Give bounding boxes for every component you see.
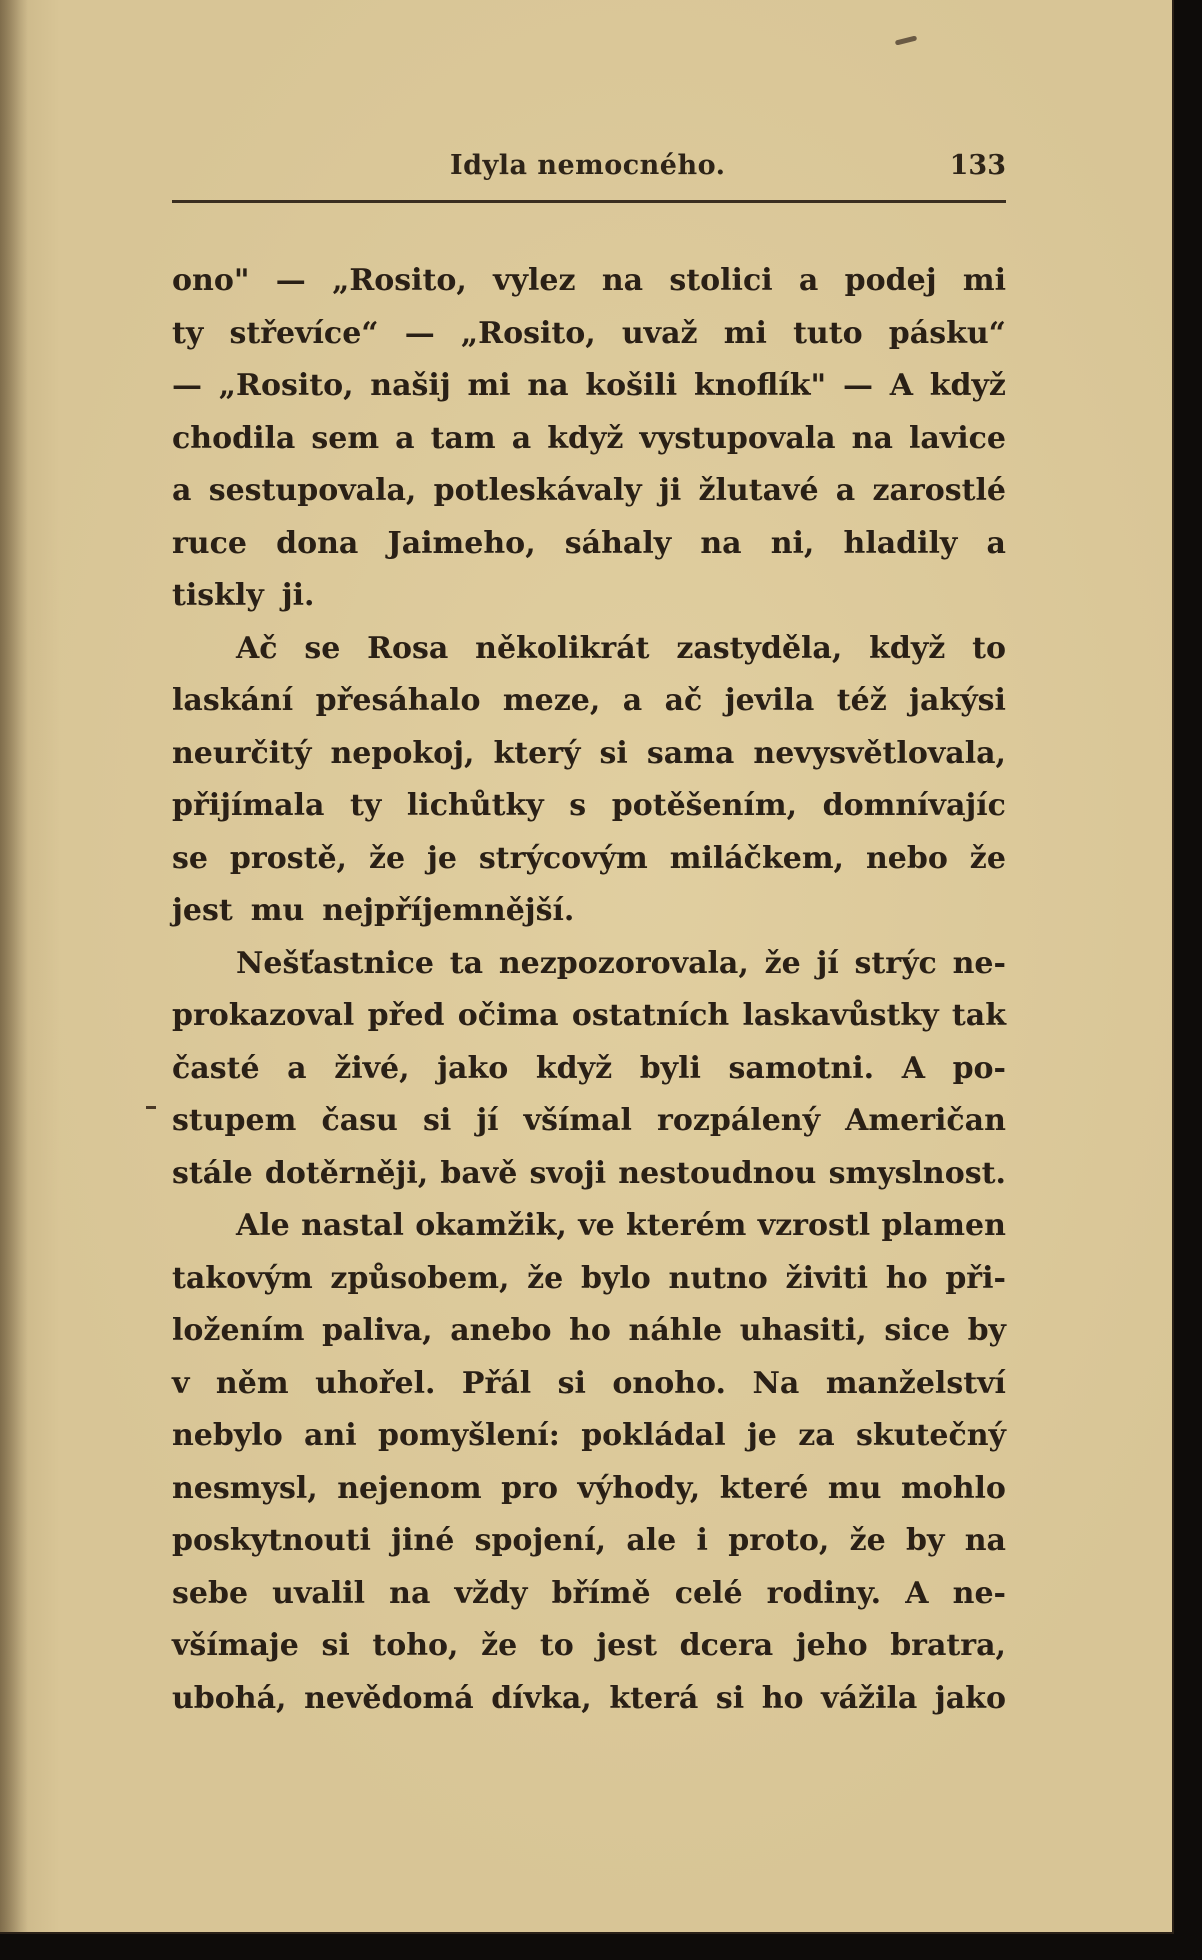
word: nutno xyxy=(668,1260,768,1296)
word: několikrát xyxy=(475,630,650,666)
word: jako xyxy=(934,1680,1006,1716)
word: spojení, xyxy=(474,1523,607,1558)
word: všímal xyxy=(523,1103,632,1138)
body-text xyxy=(172,255,1006,1725)
word: Ale xyxy=(236,1208,290,1243)
word: nebo xyxy=(865,840,948,876)
text-line xyxy=(172,1305,1006,1358)
word: potěšením, xyxy=(611,788,798,823)
text-line xyxy=(172,308,1006,361)
word: to xyxy=(972,630,1006,666)
word: je xyxy=(427,840,457,876)
word: nastal xyxy=(301,1208,404,1243)
word: že xyxy=(481,1628,518,1663)
word: bylo xyxy=(580,1260,651,1296)
word: ač xyxy=(664,683,703,718)
word: mi xyxy=(723,315,767,351)
word: podej xyxy=(844,263,937,298)
word: rodiny. xyxy=(766,1575,882,1611)
word: dívka, xyxy=(491,1680,592,1716)
word: — xyxy=(172,368,202,403)
word: nestoudnou xyxy=(618,1155,817,1191)
page-number: 133 xyxy=(949,150,1006,181)
word: mi xyxy=(467,368,511,403)
word: Nešťastnice xyxy=(236,945,435,981)
word: tak xyxy=(951,998,1006,1033)
word: uvalil xyxy=(272,1575,366,1611)
word: ale xyxy=(626,1523,677,1558)
word: nejenom xyxy=(337,1470,482,1506)
header-rule xyxy=(172,200,1006,203)
word: jeho xyxy=(795,1628,868,1663)
word: — xyxy=(275,263,306,298)
word: Američan xyxy=(845,1103,1006,1138)
word: A xyxy=(901,1050,925,1086)
word: „Rosito, xyxy=(460,315,596,351)
word: nevysvětlovala, xyxy=(753,735,1006,771)
word: když xyxy=(547,420,624,456)
word: Rosa xyxy=(367,630,449,666)
word: Přál xyxy=(461,1365,532,1401)
word: i xyxy=(696,1523,708,1558)
text-line xyxy=(172,1200,1006,1253)
word: plamen xyxy=(881,1208,1006,1243)
word: takovým xyxy=(172,1260,313,1296)
word: živé, xyxy=(334,1050,410,1086)
word: všímaje xyxy=(172,1628,299,1663)
word: si xyxy=(715,1680,745,1716)
word: břímě xyxy=(551,1575,651,1611)
word: našij xyxy=(370,368,451,403)
word: manželství xyxy=(825,1365,1006,1401)
text-line xyxy=(172,833,1006,886)
word: jiné xyxy=(391,1523,455,1558)
word: v xyxy=(172,1365,190,1401)
word: tuto xyxy=(793,315,863,351)
word: ji. xyxy=(281,578,315,613)
word: uhasiti, xyxy=(739,1313,867,1348)
word: nevědomá xyxy=(304,1680,474,1716)
word: sebe xyxy=(172,1575,249,1611)
word: ubohá, xyxy=(172,1680,287,1716)
text-line xyxy=(172,885,1006,938)
word: stále xyxy=(172,1155,253,1191)
word: paliva, xyxy=(322,1313,433,1348)
word: svoji xyxy=(529,1155,607,1191)
word: ložením xyxy=(172,1313,305,1348)
word: anebo xyxy=(450,1313,552,1348)
word: ono" xyxy=(172,263,250,298)
word: dona xyxy=(276,525,359,561)
text-line xyxy=(172,780,1006,833)
word: nezpozorovala, xyxy=(498,945,749,981)
word: tiskly xyxy=(172,578,264,613)
word: na xyxy=(700,525,742,561)
text-line xyxy=(172,465,1006,518)
word: která xyxy=(609,1680,699,1716)
word: před xyxy=(367,998,445,1033)
word: vždy xyxy=(454,1575,528,1611)
word: to xyxy=(539,1628,574,1663)
word: skutečný xyxy=(856,1418,1006,1453)
word: na xyxy=(527,368,569,403)
word: časté xyxy=(172,1050,260,1086)
word: mi xyxy=(962,263,1006,298)
text-line xyxy=(172,255,1006,308)
word: žlutavé xyxy=(698,473,819,508)
text-line xyxy=(172,1673,1006,1726)
word: jevila xyxy=(724,683,815,718)
word: prostě, xyxy=(229,840,347,876)
word: by xyxy=(906,1523,945,1558)
word: nejpříjemnější. xyxy=(322,893,575,928)
word: samotni. xyxy=(728,1050,875,1086)
text-line xyxy=(172,1253,1006,1306)
word: živiti xyxy=(785,1260,869,1296)
word: a xyxy=(986,525,1006,561)
word: košili xyxy=(585,368,678,403)
word: ne- xyxy=(952,945,1006,981)
word: Na xyxy=(752,1365,800,1401)
word: si xyxy=(557,1365,586,1401)
text-line xyxy=(172,570,1006,623)
text-line xyxy=(172,518,1006,571)
word: uhořel. xyxy=(315,1365,436,1401)
word: ani xyxy=(304,1418,357,1453)
word: — xyxy=(842,368,873,403)
word: onoho. xyxy=(612,1365,726,1401)
word: vylez xyxy=(493,263,576,298)
word: ty xyxy=(172,315,204,351)
word: poskytnouti xyxy=(172,1523,371,1558)
word: si xyxy=(321,1628,350,1663)
word: stolici xyxy=(669,263,773,298)
text-line xyxy=(172,360,1006,413)
word: a xyxy=(287,1050,307,1086)
word: ta xyxy=(449,945,484,981)
word: mohlo xyxy=(900,1470,1006,1506)
word: a xyxy=(172,473,192,508)
word: bratra, xyxy=(890,1628,1006,1663)
word: prokazoval xyxy=(172,998,355,1033)
word: času xyxy=(321,1103,398,1138)
word: nepokoj, xyxy=(330,735,475,771)
word: pomyšlení: xyxy=(378,1418,560,1453)
word: jakýsi xyxy=(909,683,1006,718)
text-line xyxy=(172,1568,1006,1621)
word: jí xyxy=(476,1103,499,1138)
word: sem xyxy=(311,420,380,456)
word: způsobem, xyxy=(330,1260,510,1296)
word: kterém xyxy=(626,1208,747,1243)
word: neurčitý xyxy=(172,735,312,771)
word: nesmysl, xyxy=(172,1470,318,1506)
word: mu xyxy=(250,893,305,928)
word: pro xyxy=(501,1470,558,1506)
text-line xyxy=(172,623,1006,676)
word: když xyxy=(535,1050,613,1086)
text-line xyxy=(172,938,1006,991)
word: ostatních xyxy=(571,998,730,1033)
text-line xyxy=(172,1358,1006,1411)
word: smyslnost. xyxy=(828,1155,1006,1191)
word: rozpálený xyxy=(657,1103,821,1138)
word: sice xyxy=(884,1313,950,1348)
word: ji xyxy=(658,473,682,508)
word: když xyxy=(869,630,946,666)
text-line xyxy=(172,675,1006,728)
word: lichůtky xyxy=(406,788,544,823)
word: uvaž xyxy=(621,315,698,351)
word: sama xyxy=(646,735,735,771)
word: zarostlé xyxy=(872,473,1006,508)
word: výhody, xyxy=(577,1470,701,1506)
word: laskání xyxy=(172,683,294,718)
text-line xyxy=(172,990,1006,1043)
word: — xyxy=(404,315,435,351)
text-line xyxy=(172,1148,1006,1201)
word: na xyxy=(964,1523,1006,1558)
word: když xyxy=(929,368,1006,403)
word: je xyxy=(746,1418,777,1453)
word: se xyxy=(304,630,341,666)
word: též xyxy=(836,683,887,718)
word: vážila xyxy=(821,1680,918,1716)
paper-speck xyxy=(895,35,918,45)
word: dotěrněji, xyxy=(264,1155,429,1191)
word: že xyxy=(527,1260,564,1296)
word: „Rosito, xyxy=(218,368,354,403)
word: knoflík" xyxy=(693,368,827,403)
word: okamžik, xyxy=(415,1208,567,1243)
word: přijímala xyxy=(172,788,325,823)
word: očima xyxy=(457,998,559,1033)
word: jest xyxy=(596,1628,658,1663)
text-line xyxy=(172,1515,1006,1568)
word: toho, xyxy=(372,1628,459,1663)
word: si xyxy=(422,1103,452,1138)
word: A xyxy=(889,368,913,403)
word: ho xyxy=(885,1260,928,1296)
word: ruce xyxy=(172,525,247,561)
word: přesáhalo xyxy=(315,683,481,718)
word: meze, xyxy=(502,683,601,718)
word: mu xyxy=(827,1470,882,1506)
word: miláčkem, xyxy=(669,840,845,876)
word: a xyxy=(395,420,415,456)
word: na xyxy=(851,420,893,456)
word: že xyxy=(764,945,801,981)
word: zastyděla, xyxy=(676,630,843,666)
text-line xyxy=(172,1410,1006,1463)
word: ty xyxy=(350,788,382,823)
text-line xyxy=(172,1463,1006,1516)
word: laskavůstky xyxy=(742,998,939,1033)
word: ve xyxy=(578,1208,615,1243)
word: vystupovala xyxy=(639,420,836,456)
word: něm xyxy=(215,1365,289,1401)
word: stupem xyxy=(172,1103,297,1138)
word: které xyxy=(719,1470,809,1506)
margin-mark xyxy=(146,1106,156,1109)
word: na xyxy=(601,263,644,298)
word: a xyxy=(511,420,532,456)
text-line xyxy=(172,1620,1006,1673)
word: sáhaly xyxy=(564,525,672,561)
word: střevíce“ xyxy=(229,315,379,351)
word: strýcovým xyxy=(478,840,648,876)
word: že xyxy=(969,840,1006,876)
word: že xyxy=(849,1523,886,1558)
word: ho xyxy=(761,1680,804,1716)
word: na xyxy=(389,1575,431,1611)
word: dcera xyxy=(679,1628,774,1663)
word: a xyxy=(798,263,819,298)
word: pásku“ xyxy=(888,315,1006,351)
word: sestupovala, xyxy=(208,473,417,508)
word: náhle xyxy=(628,1313,723,1348)
word: „Rosito, xyxy=(332,263,467,298)
word: po- xyxy=(952,1050,1006,1086)
word: Jaimeho, xyxy=(387,525,536,561)
word: ne- xyxy=(952,1575,1006,1611)
word: chodila xyxy=(172,420,296,456)
spine-shadow xyxy=(0,0,28,1932)
word: pokládal xyxy=(581,1418,726,1453)
text-line xyxy=(172,728,1006,781)
word: proto, xyxy=(728,1523,830,1558)
word: bavě xyxy=(440,1155,518,1191)
word: domnívajíc xyxy=(822,788,1006,823)
word: ho xyxy=(569,1313,611,1348)
word: Ač xyxy=(236,630,278,666)
word: za xyxy=(798,1418,835,1453)
running-title: Idyla nemocného. xyxy=(450,150,726,181)
word: vzrostl xyxy=(757,1208,871,1243)
word: celé xyxy=(674,1575,743,1611)
word: a xyxy=(622,683,643,718)
word: si xyxy=(599,735,628,771)
word: ni, xyxy=(770,525,815,561)
word: jí xyxy=(816,945,839,981)
word: se xyxy=(172,840,208,876)
word: A xyxy=(905,1575,929,1611)
word: jako xyxy=(437,1050,509,1086)
word: lavice xyxy=(908,420,1006,456)
word: jest xyxy=(172,893,233,928)
word: tam xyxy=(430,420,496,456)
text-line xyxy=(172,413,1006,466)
word: s xyxy=(569,788,587,823)
word: že xyxy=(368,840,406,876)
text-line xyxy=(172,1043,1006,1096)
word: nebylo xyxy=(172,1418,283,1453)
text-line xyxy=(172,1095,1006,1148)
word: při- xyxy=(945,1260,1006,1296)
page-header xyxy=(172,150,1006,192)
word: by xyxy=(967,1313,1006,1348)
word: který xyxy=(493,735,581,771)
word: a xyxy=(835,473,856,508)
word: potleskávaly xyxy=(433,473,642,508)
word: strýc xyxy=(854,945,937,981)
word: hladily xyxy=(843,525,958,561)
word: byli xyxy=(639,1050,701,1086)
